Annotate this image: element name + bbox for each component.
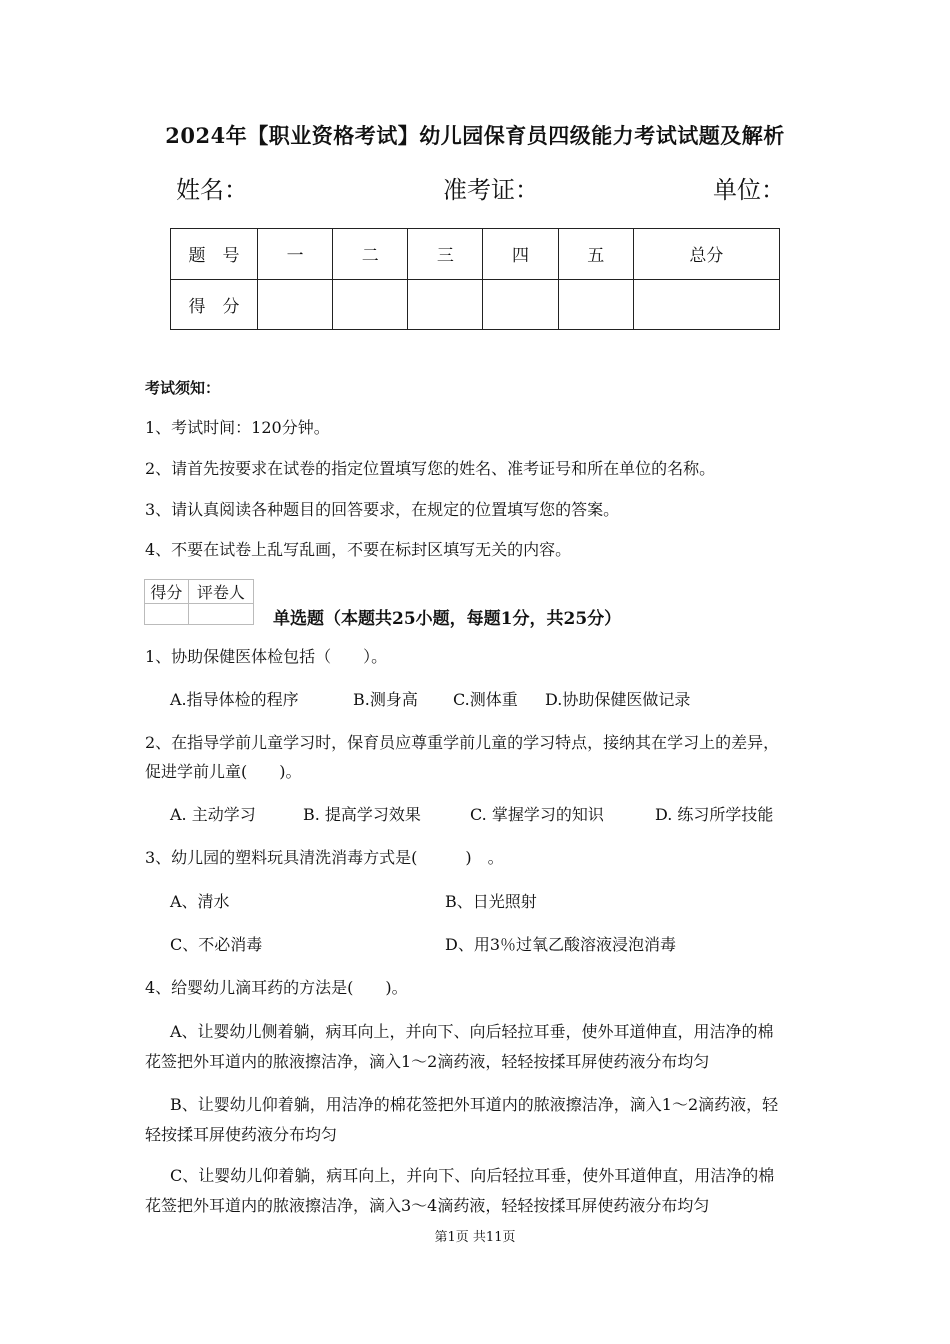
answer-option: C、让婴幼儿仰着躺，病耳向上，并向下、向后轻拉耳垂，使外耳道伸直，用洁净的棉 (170, 1166, 775, 1185)
score-cell (408, 279, 483, 330)
answer-option: D. 练习所学技能 (655, 805, 774, 824)
answer-option-continuation: 花签把外耳道内的脓液擦洁净，滴入3～4滴药液，轻轻按揉耳屏使药液分布均匀 (145, 1196, 710, 1215)
answer-option: A、让婴幼儿侧着躺，病耳向上，并向下、向后轻拉耳垂，使外耳道伸直，用洁净的棉 (170, 1022, 774, 1041)
grader-score-cell (145, 604, 189, 625)
answer-option: A.指导体检的程序 (170, 690, 299, 709)
answer-option: D、用3％过氧乙酸溶液浸泡消毒 (445, 935, 677, 954)
score-cell (558, 279, 633, 330)
answer-option: D.协助保健医做记录 (545, 690, 691, 709)
answer-option: B.测身高 (353, 690, 418, 709)
score-table-header-row (171, 229, 780, 280)
notice-heading: 考试须知： (145, 379, 221, 397)
ticket-field-label: 准考证： (443, 176, 539, 204)
answer-option: A. 主动学习 (170, 805, 256, 824)
answer-option: C、不必消毒 (170, 935, 263, 954)
score-header-cell: 三 (408, 229, 483, 280)
answer-option-continuation: 花签把外耳道内的脓液擦洁净，滴入1～2滴药液，轻轻按揉耳屏使药液分布均匀 (145, 1052, 710, 1071)
question-stem: 3、幼儿园的塑料玩具清洗消毒方式是( ) 。 (145, 848, 504, 867)
score-table-score-row (171, 279, 780, 330)
grader-reviewer-cell (188, 604, 253, 625)
page-footer: 第1页 共11页 (434, 1230, 516, 1245)
name-field-label: 姓名： (176, 176, 248, 204)
score-header-cell: 二 (333, 229, 408, 280)
notice-item: 4、不要在试卷上乱写乱画，不要在标封区填写无关的内容。 (145, 540, 572, 559)
notice-item: 3、请认真阅读各种题目的回答要求，在规定的位置填写您的答案。 (145, 500, 620, 519)
question-stem: 2、在指导学前儿童学习时，保育员应尊重学前儿童的学习特点，接纳其在学习上的差异， (145, 733, 780, 752)
score-header-cell: 总分 (633, 229, 779, 280)
document-title: 2024年【职业资格考试】幼儿园保育员四级能力考试试题及解析 (165, 123, 785, 148)
grader-box (144, 579, 254, 625)
section-title: 单选题（本题共25小题，每题1分，共25分） (273, 609, 622, 629)
grader-score-label: 得分 (145, 580, 189, 604)
answer-option: B、日光照射 (445, 892, 537, 911)
score-cell (633, 279, 779, 330)
question-stem: 4、给婴幼儿滴耳药的方法是( )。 (145, 978, 408, 997)
question-stem: 促进学前儿童( )。 (145, 762, 302, 781)
score-header-cell: 一 (258, 229, 333, 280)
score-cell (483, 279, 558, 330)
score-cell (258, 279, 333, 330)
answer-option: C.测体重 (453, 690, 518, 709)
grader-reviewer-label: 评卷人 (188, 580, 253, 604)
question-stem: 1、协助保健医体检包括（ ）。 (145, 647, 388, 666)
answer-option: B、让婴幼儿仰着躺，用洁净的棉花签把外耳道内的脓液擦洁净，滴入1～2滴药液，轻 (170, 1095, 779, 1114)
answer-option: A、清水 (170, 892, 230, 911)
notice-item: 1、考试时间：120分钟。 (145, 418, 330, 437)
score-table (170, 228, 780, 330)
score-header-cell: 题 号 (171, 229, 258, 280)
score-row-label: 得 分 (171, 279, 258, 330)
answer-option: C. 掌握学习的知识 (470, 805, 604, 824)
score-header-cell: 四 (483, 229, 558, 280)
answer-option: B. 提高学习效果 (303, 805, 421, 824)
score-header-cell: 五 (558, 229, 633, 280)
notice-item: 2、请首先按要求在试卷的指定位置填写您的姓名、准考证号和所在单位的名称。 (145, 459, 716, 478)
unit-field-label: 单位： (713, 176, 785, 204)
answer-option-continuation: 轻按揉耳屏使药液分布均匀 (145, 1125, 338, 1144)
score-cell (333, 279, 408, 330)
